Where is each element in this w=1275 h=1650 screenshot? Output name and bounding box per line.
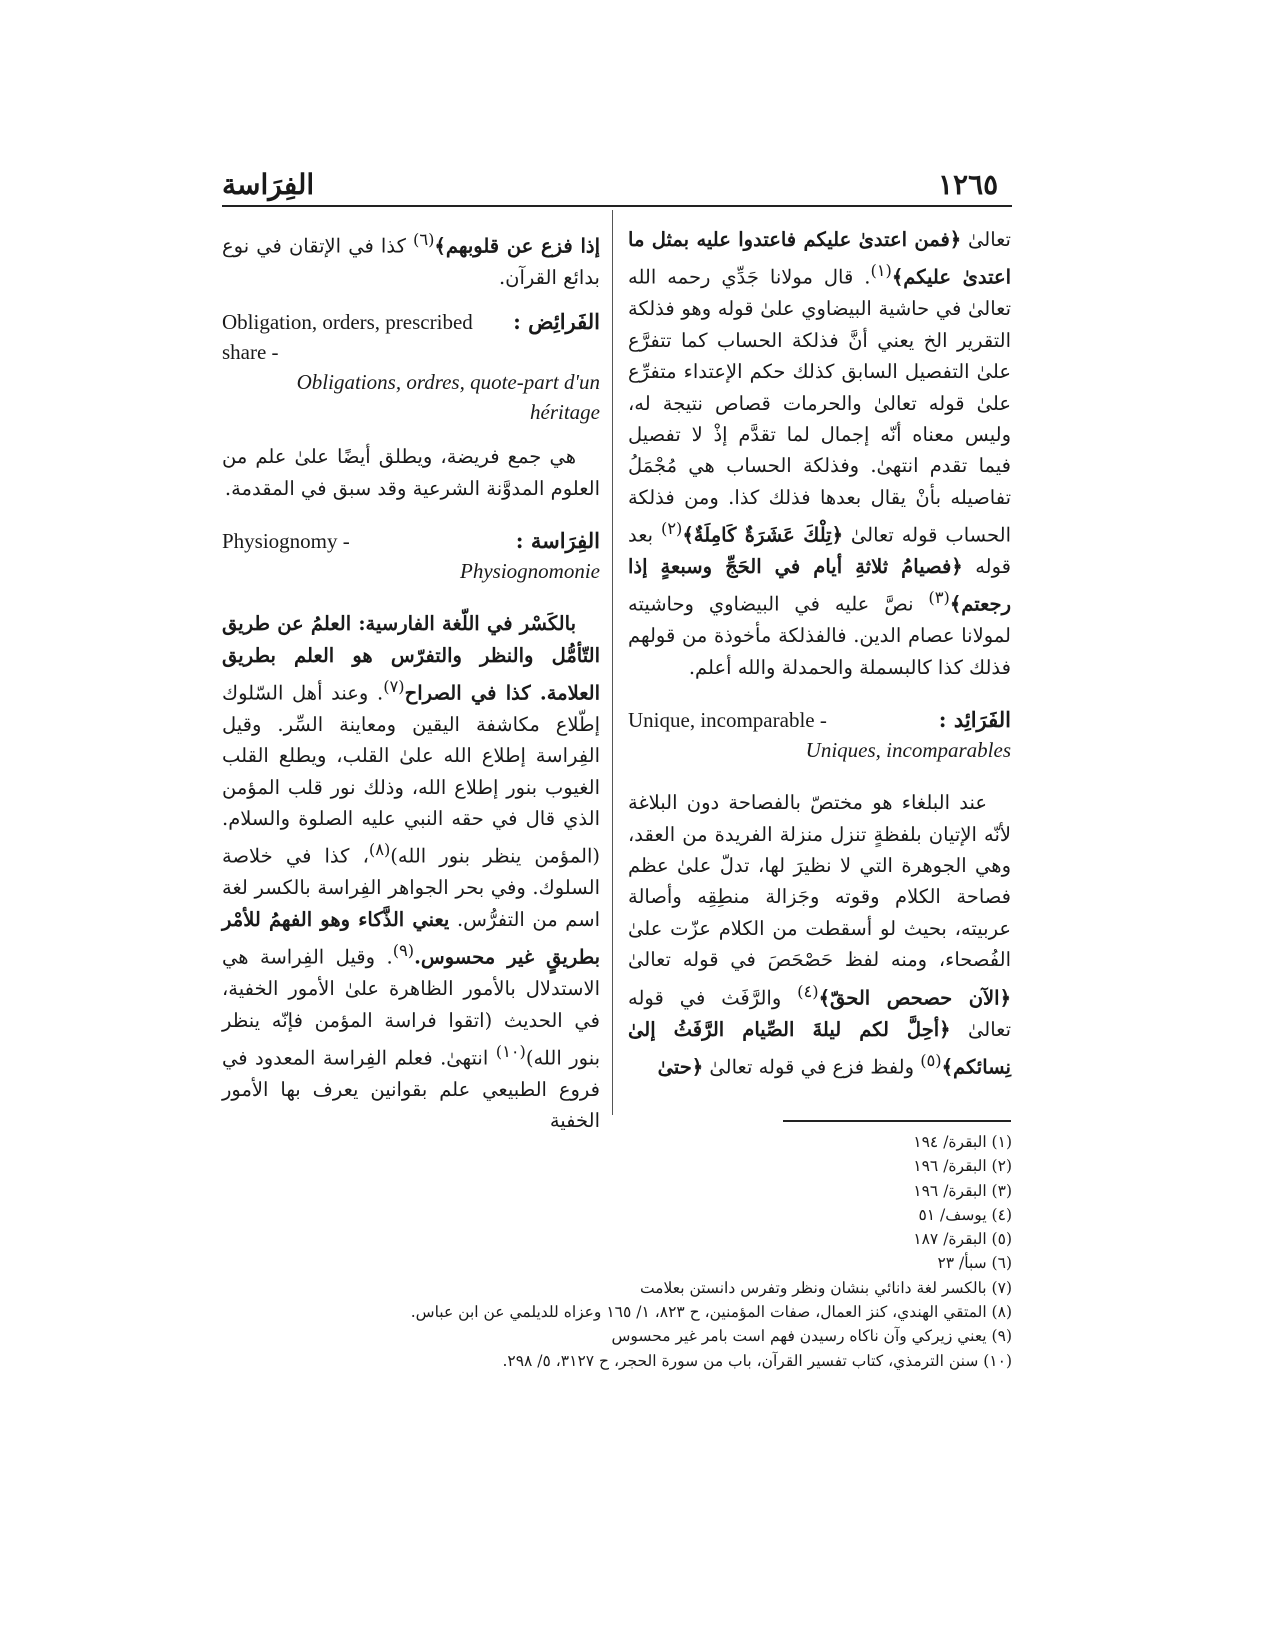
text: ، كذا في خلاصة السلوك. وفي بحر الجواهر الفِراسة بالكسر لغة اسم من التفرُّس. — [222, 844, 600, 931]
text: تعالىٰ — [968, 228, 1011, 251]
column-divider — [612, 210, 613, 1115]
quran-quote: إذا فزع عن قلوبهم﴾ — [434, 234, 600, 258]
footnotes — [300, 1130, 1012, 1373]
footnote-ref: (١) — [870, 261, 892, 281]
footnote-ref: (٥) — [920, 1050, 942, 1070]
text: . قال مولانا جَدِّي رحمه الله تعالىٰ في حاشية البيضاوي علىٰ قوله وهو فذلكة التقرير الخ يعني أنَّ فذلكة الحساب كما تتفرَّع علىٰ التفصيل السابق كذلك حكم الإعتداء متفرِّع علىٰ قوله تعالىٰ والحرمات قصاص نتيجة له، وليس معناه أنّه إجمال لما تقدَّم إذْ لا تفصيل فيما تقدم انتهىٰ. وفذلكة الحساب هي مُجْمَلُ تفاصيله بأنْ يقال بعدها فذلك كذا. ومن فذلكة الحساب قوله تعالىٰ — [628, 265, 1011, 547]
footnote: (١) البقرة/ ١٩٤ — [913, 1133, 1012, 1151]
text: عند البلغاء هو مختصّ بالفصاحة دون البلاغة لأنّه الإتيان بلفظةٍ تنزل منزلة الفريدة من العقد، وهي الجوهرة التي لا نظيرَ لها، تدلّ علىٰ عظم فصاحة الكلام وقوته وجَزالة منطِقِه وأصالة عربيته، بحيث لو أسقطت من الكلام عزّت علىٰ الفُصحاء، ومنه لفظ حَصْحَصَ في قوله تعالىٰ — [628, 791, 1011, 972]
footnote-ref: (٢) — [660, 519, 683, 539]
paragraph-continuation — [222, 224, 600, 293]
entry-heading-firasa — [222, 526, 600, 586]
paragraph-firasa — [222, 608, 600, 1137]
footnote-ref: (٣) — [928, 588, 950, 608]
text: انتهىٰ. فعلم الفِراسة المعدود في فروع الطبيعي علم بقوانين يعرف بها الأمور الخفية — [222, 1046, 600, 1133]
entry-term: الفِرَاسة : — [515, 528, 600, 554]
footnote: (٩) يعني زيركي وآن ناكاه رسيدن فهم است بامر غير محسوس — [611, 1327, 1012, 1346]
text: كذا في الإتقان في نوع بدائع القرآن. — [222, 234, 600, 289]
footnote-rule — [783, 1120, 1011, 1122]
entry-term: الفَرائِض : — [513, 309, 600, 335]
paragraph-faraid-definition — [222, 441, 600, 504]
quran-quote: ﴿الآن حصحص الحقّ﴾ — [818, 986, 1011, 1010]
footnote: (٦) سبأ/ ٢٣ — [937, 1254, 1012, 1273]
entry-english: Obligation, orders, prescribed share - — [222, 310, 473, 365]
footnote: (١٠) سنن الترمذي، كتاب تفسير القرآن، باب من سورة الحجر، ح ٣١٢٧، ٥/ ٢٩٨. — [502, 1351, 1012, 1370]
footnote: (٥) البقرة/ ١٨٧ — [913, 1230, 1012, 1249]
entry-heading-faraid — [628, 705, 1011, 765]
text: . وعند أهل السّلوك إطّلاع مكاشفة اليقين ومعاينة السِّر. وقيل الفِراسة إطلاع الله علىٰ القلب، ويطلع القلب الغيوب بنور إطلاع الله، وذلك نور قلب المؤمن الذي قال في حقه النبي عليه الصلوة والسلام. (المؤمن ينظر بنور الله) — [222, 681, 600, 868]
right-column — [628, 224, 1011, 1083]
entry-french: Physiognomonie — [460, 559, 600, 584]
footnote-ref: (٤) — [797, 981, 819, 1001]
paragraph-fadhlaka — [628, 224, 1011, 683]
quran-quote: ﴿تِلْكَ عَشَرَةٌ كَامِلَةٌ﴾ — [682, 523, 844, 547]
left-column — [222, 224, 600, 1137]
footnote-ref: (٦) — [413, 230, 435, 249]
text: نصَّ عليه في البيضاوي وحاشيته لمولانا عصام الدين. فالفذلكة مأخوذة من قولهم فذلك كذا كالبسملة والحمدلة والله أعلم. — [628, 592, 1011, 679]
entry-term: الفَرَائِد : — [938, 707, 1011, 733]
text: والرَّفَث في قوله تعالىٰ — [628, 986, 1011, 1041]
entry-french: Obligations, ordres, quote-part d'un héritage — [296, 370, 600, 425]
footnote: (٣) البقرة/ ١٩٦ — [913, 1181, 1012, 1200]
entry-english: Unique, incomparable - — [628, 708, 827, 733]
entry-heading-faraid-obligations — [222, 307, 600, 427]
entry-french: Uniques, incomparables — [805, 738, 1011, 763]
quran-quote: ﴿أحِلَّ لكم ليلةَ الصِّيام الرَّفَثُ إلىٰ نِسائكم﴾ — [628, 1017, 1011, 1079]
entry-english: Physiognomy - — [222, 529, 350, 554]
quran-quote: ﴿فمن اعتدىٰ عليكم فاعتدوا عليه بمثل ما اعتدىٰ عليكم﴾ — [628, 228, 1012, 289]
footnote: (٨) المتقي الهندي، كنز العمال، صفات المؤمنين، ح ٨٢٣، ١/ ١٦٥ وعزاه للديلمي عن ابن عباس. — [410, 1303, 1012, 1322]
footnote-ref: (٨) — [368, 840, 391, 860]
text: ولفظ فزع في قوله تعالىٰ — [703, 1055, 921, 1079]
bold-text: بالكَسْر في اللّغة الفارسية: العلمُ عن طريق التّأمُّل والنظر والتفرّس هو العلم بطريق العلامة. كذا في الصراح — [222, 612, 600, 705]
footnote-ref: (٩) — [392, 941, 415, 961]
text: بعد قوله — [628, 523, 1011, 579]
page-number: ١٢٦٥ — [938, 168, 999, 201]
paragraph-faraid — [628, 787, 1011, 1083]
running-head-title: الفِرَاسة — [222, 168, 315, 201]
header-rule — [222, 205, 1012, 207]
footnote: (٧) بالكسر لغة دانائي بنشان ونظر وتفرس دانستن بعلامت — [639, 1278, 1012, 1297]
footnote-ref: (٧) — [383, 676, 405, 696]
text: . وقيل الفِراسة هي الاستدلال بالأمور الظاهرة علىٰ الأمور الخفية، في الحديث (اتقوا فراسة المؤمن فإنّه ينظر بنور الله) — [222, 945, 600, 1070]
footnote-ref: (١٠) — [495, 1041, 526, 1061]
footnote: (٤) يوسف/ ٥١ — [918, 1205, 1012, 1224]
quran-quote: ﴿فصيامُ ثلاثةِ أيام في الحَجِّ وسبعةٍ إذا رجعتم﴾ — [628, 555, 1011, 616]
text: هي جمع فريضة، ويطلق أيضًا علىٰ علم من العلوم المدوَّنة الشرعية وقد سبق في المقدمة. — [222, 445, 600, 500]
footnote: (٢) البقرة/ ١٩٦ — [913, 1157, 1012, 1176]
quran-quote: ﴿حتىٰ — [657, 1055, 704, 1079]
bold-text: يعني الذَّكاء وهو الفهمُ للأمْر بطريقٍ غير محسوس. — [222, 907, 601, 969]
